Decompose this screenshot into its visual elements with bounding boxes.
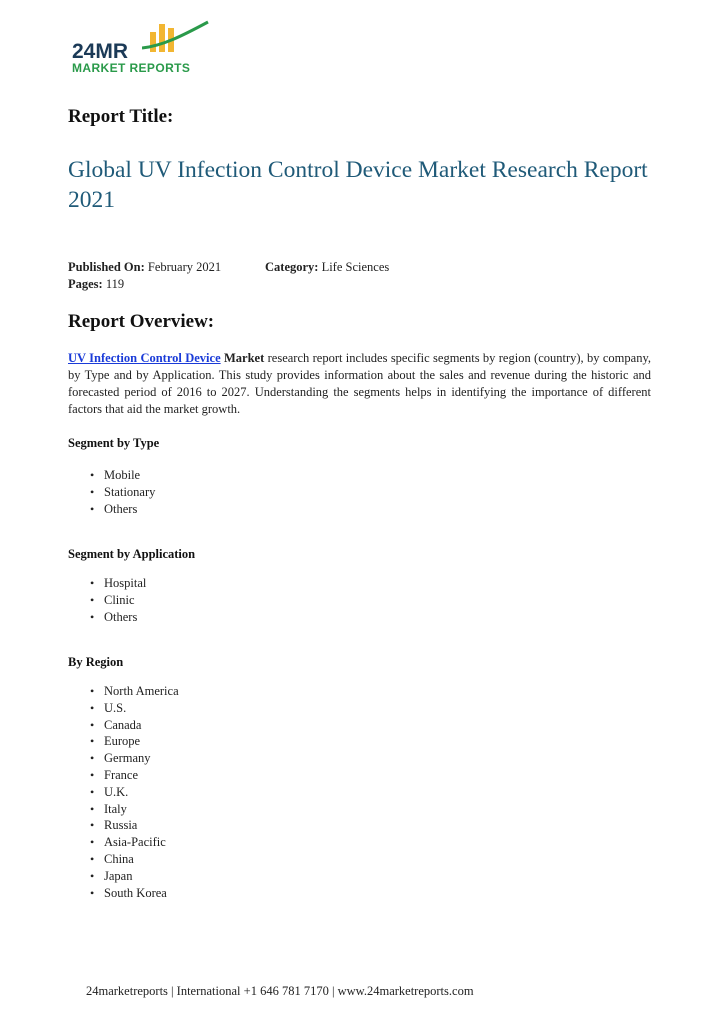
overview-body: research report includes specific segments by region (country), by company, by Type and by Application. This study provides information about the sales and revenue during the historic and forecasted period of 2016 to 2027. Understanding the segments helps in identifying the importance of different factors that aid the market growth. <box>68 351 652 416</box>
list-item: • Stationary <box>68 484 155 501</box>
list-item: • Others <box>68 501 155 518</box>
brand-logo <box>70 18 220 78</box>
list-item: • Clinic <box>68 592 146 609</box>
category-value: Life Sciences <box>321 260 390 274</box>
list-item: • Germany <box>68 750 179 767</box>
list-item: • Mobile <box>68 467 155 484</box>
list-item: • North America <box>68 683 179 700</box>
list-item: • France <box>68 767 179 784</box>
list-item: • Japan <box>68 868 179 885</box>
list-item: • U.S. <box>68 700 179 717</box>
list-item: • South Korea <box>68 885 179 902</box>
published-label: Published On: <box>68 260 145 274</box>
page-footer: 24marketreports | International +1 646 781 7170 | www.24marketreports.com <box>86 984 474 998</box>
overview-paragraph <box>68 350 651 418</box>
list-item: • Russia <box>68 817 179 834</box>
list-item: • Italy <box>68 801 179 818</box>
list-item: • Others <box>68 609 146 626</box>
segment-application-list <box>68 575 146 625</box>
list-item: • U.K. <box>68 784 179 801</box>
pages-value: 119 <box>105 277 125 291</box>
report-title-label: Report Title: <box>68 106 174 127</box>
list-item: • China <box>68 851 179 868</box>
pages <box>68 277 124 292</box>
brand-name: 24MR <box>72 40 129 63</box>
list-item: • Canada <box>68 717 179 734</box>
report-title: Global UV Infection Control Device Market Research Report 2021 <box>68 157 648 213</box>
report-overview-label: Report Overview: <box>68 311 215 332</box>
segment-type-heading: Segment by Type <box>68 436 160 450</box>
list-item: • Europe <box>68 733 179 750</box>
by-region-list <box>68 683 179 901</box>
segment-type-list <box>68 467 155 517</box>
market-label: Market <box>224 351 265 365</box>
category <box>265 260 389 275</box>
category-label: Category: <box>265 260 319 274</box>
segment-application-heading: Segment by Application <box>68 547 196 561</box>
pages-label: Pages: <box>68 277 103 291</box>
bar-chart-logo-icon <box>142 18 212 56</box>
product-link[interactable]: UV Infection Control Device <box>68 351 221 365</box>
list-item: • Asia-Pacific <box>68 834 179 851</box>
published-value: February 2021 <box>147 260 222 274</box>
published-on <box>68 260 221 275</box>
by-region-heading: By Region <box>68 655 124 669</box>
list-item: • Hospital <box>68 575 146 592</box>
brand-tagline: MARKET REPORTS <box>72 61 191 75</box>
